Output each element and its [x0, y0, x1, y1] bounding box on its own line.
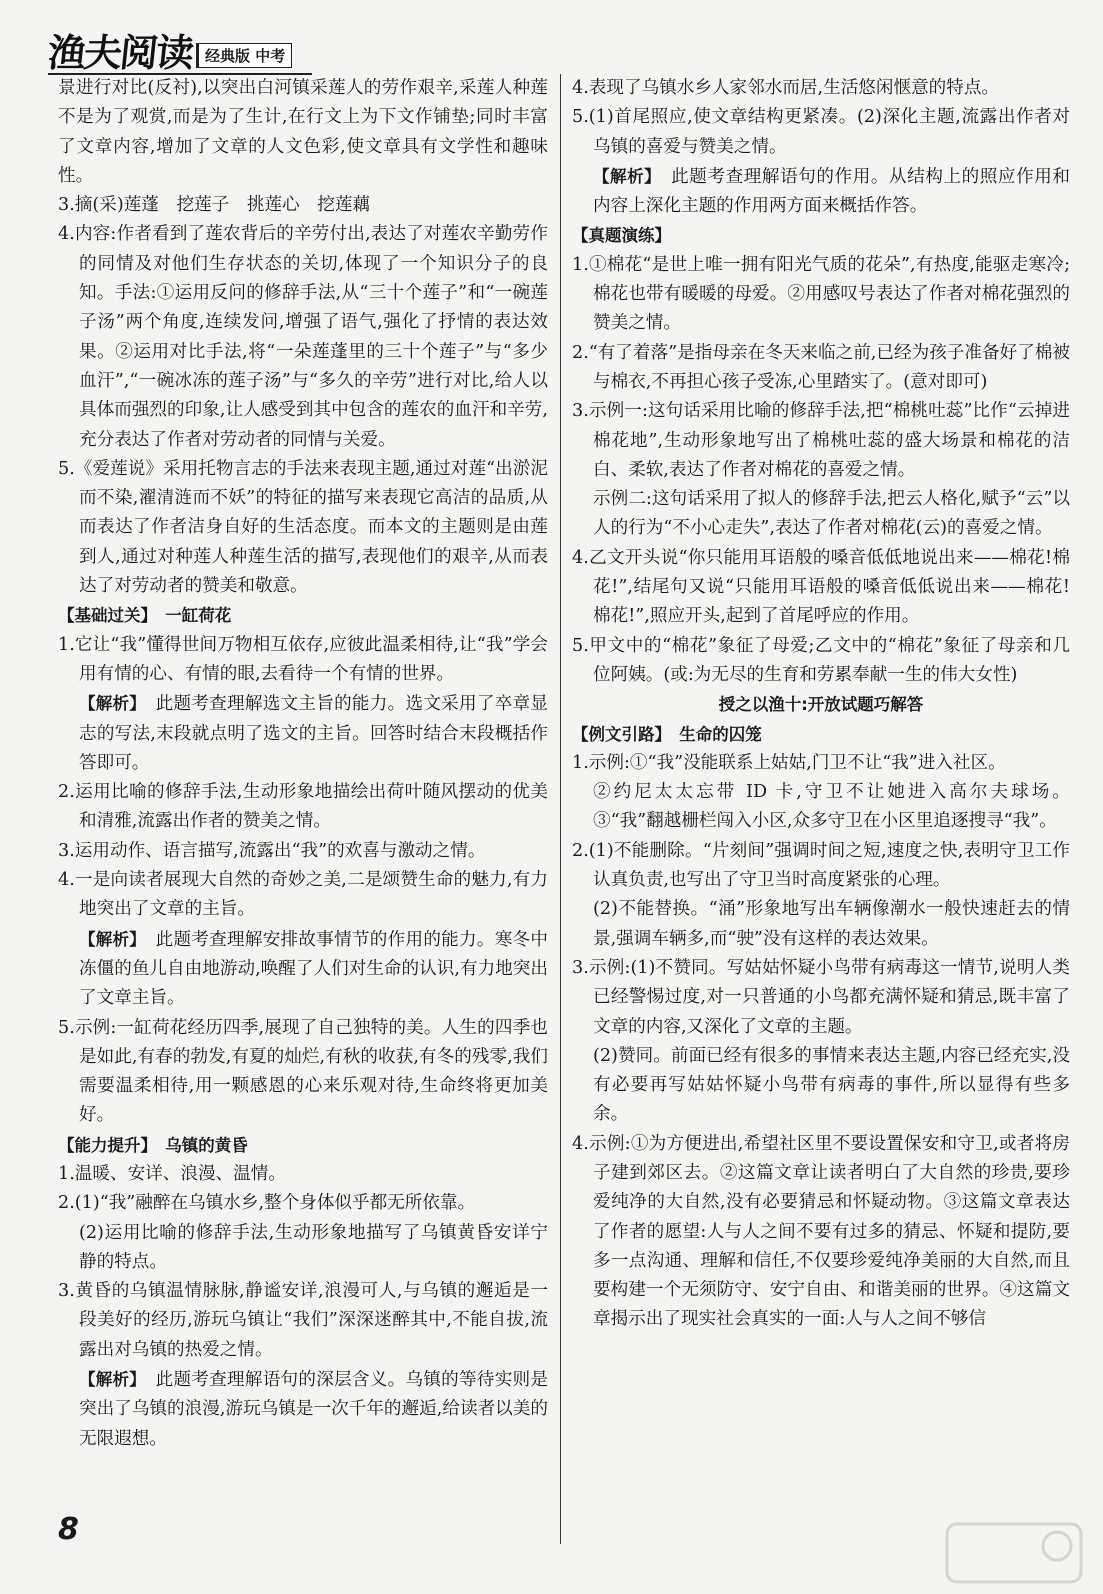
answer-item [572, 103, 1070, 162]
column-divider [560, 74, 561, 1544]
answer-text: 1.①棉花“是世上唯一拥有阳光气质的花朵”,有热度,能驱走寒冷;棉花也带有暖暖的母爱。②用感叹号表达了作者对棉花强烈的赞美之情。 [572, 254, 1070, 334]
section-heading [58, 601, 548, 630]
answer-item [58, 1277, 548, 1365]
answer-text: 此题考查理解语句的深层含义。乌镇的等待实则是突出了乌镇的浪漫,游玩乌镇是一次千年的邂逅,给读者以美的无限遐想。 [79, 1370, 548, 1449]
answer-item [58, 455, 548, 601]
answer-text: 此题考查理解语句的作用。从结构上的照应作用和内容上深化主题的作用两方面来概括作答。 [593, 166, 1070, 217]
answer-continuation [58, 74, 548, 191]
analysis-label: 【解析】 [79, 1370, 138, 1390]
analysis-label: 【解析】 [593, 166, 653, 186]
answer-subitem [572, 485, 1070, 544]
answer-text: 1.示例:①“我”没能联系上姑姑,门卫不让“我”进入社区。 [572, 752, 1006, 773]
answer-item [572, 74, 1070, 103]
answer-text: 5.示例:一缸荷花经历四季,展现了自己独特的美。人生的四季也是如此,有春的勃发,有夏的灿烂,有秋的收获,有冬的残零,我们需要温柔相待,用一颗感恩的心来乐观对待,生命终将更加美好。 [58, 1017, 548, 1126]
answer-text: 2.(1)不能删除。“片刻间”强调时间之短,速度之快,表明守卫工作认真负责,也写出了守卫当时高度紧张的心理。 [572, 840, 1070, 891]
answer-text: 4.示例:①为方便进出,希望社区里不要设置保安和守卫,或者将房子建到郊区去。②这篇文章让读者明白了大自然的珍贵,要珍爱纯净的大自然,没有必要猜忌和怀疑动物。③这篇文章表达了作者的愿望:人与人之间不要有过多的猜忌、怀疑和提防,要多一点沟通、理解和信任,不仅要珍爱纯净美丽的大自然,而且要构建一个无须防守、安宁自由、和谐美丽的世界。④这篇文章揭示出了现实社会真实的一面:人与人之间不够信 [572, 1133, 1070, 1330]
answer-item [58, 1160, 548, 1189]
answer-item [572, 544, 1070, 632]
answer-text: 【真题演练】 [572, 226, 671, 246]
answer-text: 【基础过关】 一缸荷花 [58, 606, 232, 626]
answer-text: 5.甲文中的“棉花”象征了母爱;乙文中的“棉花”象征了母亲和几位阿姨。(或:为无尽的生育和劳累奉献一生的伟大女性) [572, 635, 1070, 685]
answer-text: 4.内容:作者看到了莲农背后的辛劳付出,表达了对莲农辛勤劳作的同情及对他们生存状态的关切,体现了一个知识分子的良知。手法:①运用反问的修辞手法,从“三十个莲子”和“一碗莲子汤”两个角度,连续发问,增强了语气,强化了抒情的表达效果。②运用对比手法,将“一朵莲蓬里的三十个莲子”与“多少血汗”,“一碗冰冻的莲子汤”与“多久的辛劳”进行对比,给人以具体而强烈的印象,让人感受到其中包含的莲农的血汗和辛劳,充分表达了作者对劳动者的同情与关爱。 [58, 224, 548, 450]
answer-item [572, 954, 1070, 1042]
answer-text: 4.一是向读者展现大自然的奇妙之美,二是颂赞生命的魅力,有力地突出了文章的主旨。 [58, 870, 548, 920]
answer-text: 4.乙文开头说“你只能用耳语般的嗓音低低地说出来——棉花!棉花!”,结尾句又说“只能用耳语般的嗓音低低说出来——棉花!棉花!”,照应开头,起到了首尾呼应的作用。 [572, 547, 1070, 627]
answer-text: 授之以渔十:开放试题巧解答 [718, 695, 924, 715]
answer-subitem [58, 1219, 548, 1278]
right-column [572, 74, 1070, 1335]
analysis-label: 【解析】 [79, 929, 138, 949]
answer-text: ②约尼太太忘带 ID 卡,守卫不让她进入高尔夫球场。③“我”翻越栅栏闯入小区,众多守卫在小区里追逐搜寻“我”。 [593, 782, 1070, 832]
answer-text: 1.它让“我”懂得世间万物相互依存,应彼此温柔相待,让“我”学会用有情的心、有情的眼,去看待一个有情的世界。 [58, 634, 548, 684]
answer-item [572, 251, 1070, 339]
answer-subitem [58, 1365, 548, 1454]
section-heading [572, 720, 1070, 749]
answer-item [58, 778, 548, 837]
answer-text: 景进行对比(反衬),以突出白河镇采莲人的劳作艰辛,采莲人种莲不是为了观赏,而是为了生计,在行文上为下文作铺垫;同时丰富了文章内容,增加了文章的人文色彩,使文章具有文学性和趣味性。 [58, 78, 548, 186]
answer-text: 2.“有了着落”是指母亲在冬天来临之前,已经为孩子准备好了棉被与棉衣,不再担心孩子受冻,心里踏实了。(意对即可) [572, 342, 1070, 392]
answer-text: 此题考查理解选文主旨的能力。选文采用了卒章显志的写法,末段就点明了选文的主旨。回答时结合末段概括作答即可。 [79, 694, 548, 773]
answer-subitem [572, 778, 1070, 837]
answer-subitem [58, 689, 548, 778]
edition-label: 经典版 中考 [196, 43, 292, 68]
answer-item [572, 749, 1070, 778]
answer-subitem [572, 895, 1070, 954]
answer-text: 1.温暖、安详、浪漫、温情。 [58, 1163, 286, 1184]
answer-item [58, 1014, 548, 1131]
answer-text: 3.摘(采)莲蓬 挖莲子 挑莲心 挖莲藕 [58, 195, 371, 216]
left-column [58, 74, 548, 1454]
answer-item [58, 631, 548, 690]
answer-text: 5.(1)首尾照应,使文章结构更紧凑。(2)深化主题,流露出作者对乌镇的喜爱与赞美之情。 [572, 107, 1070, 157]
answer-item [572, 837, 1070, 896]
answer-subitem [572, 162, 1070, 222]
page-header [45, 14, 292, 75]
answer-item [58, 220, 548, 454]
answer-text: (2)不能替换。“涌”形象地写出车辆像潮水一般快速赶去的情景,强调车辆多,而“驶”没有这样的表达效果。 [593, 899, 1070, 949]
answer-subitem [58, 925, 548, 1014]
answer-item [58, 837, 548, 866]
answer-text: 3.运用动作、语言描写,流露出“我”的欢喜与激动之情。 [58, 840, 486, 861]
answer-item [58, 191, 548, 220]
answer-text: (2)运用比喻的修辞手法,生动形象地描写了乌镇黄昏安详宁静的特点。 [79, 1222, 548, 1272]
answer-text: 3.黄昏的乌镇温情脉脉,静谧安详,浪漫可人,与乌镇的邂逅是一段美好的经历,游玩乌镇让“我们”深深迷醉其中,不能自拔,流露出对乌镇的热爱之情。 [58, 1281, 548, 1360]
answer-subitem [572, 1042, 1070, 1130]
chapter-title [572, 690, 1070, 719]
answer-item [572, 397, 1070, 485]
brand-logo: 渔夫阅读 [45, 30, 195, 75]
answer-item [572, 339, 1070, 398]
watermark-stamp-icon [939, 1518, 1089, 1588]
section-heading [58, 1131, 548, 1160]
answer-item [572, 632, 1070, 691]
answer-item [572, 1130, 1070, 1335]
answer-text: 4.表现了乌镇水乡人家邻水而居,生活悠闲惬意的特点。 [572, 78, 1000, 98]
answer-text: 5.《爱莲说》采用托物言志的手法来表现主题,通过对莲“出淤泥而不染,濯清涟而不妖”的特征的描写来表现它高洁的品质,从而表达了作者洁身自好的生活态度。而本文的主题则是由莲到人,通过对种莲人种莲生活的描写,表现他们的艰辛,从而表达了对劳动者的赞美和敬意。 [58, 458, 548, 597]
answer-text: 【能力提升】 乌镇的黄昏 [58, 1135, 248, 1155]
page-number: 8 [58, 1512, 79, 1547]
answer-text: 【例文引路】 生命的囚笼 [572, 724, 762, 744]
answer-text: (2)赞同。前面已经有很多的事情来表达主题,内容已经充实,没有必要再写姑姑怀疑小鸟带有病毒的事件,所以显得有些多余。 [593, 1045, 1070, 1125]
answer-text: 示例二:这句话采用了拟人的修辞手法,把云人格化,赋予“云”以人的行为“不小心走失”,表达了作者对棉花(云)的喜爱之情。 [593, 489, 1070, 539]
answer-text: 此题考查理解安排故事情节的作用的能力。寒冬中冻僵的鱼儿自由地游动,唤醒了人们对生命的认识,有力地突出了文章主旨。 [79, 929, 548, 1009]
analysis-label: 【解析】 [79, 694, 138, 714]
answer-text: 3.示例:(1)不赞同。写姑姑怀疑小鸟带有病毒这一情节,说明人类已经警惕过度,对一只普通的小鸟都充满怀疑和猜忌,既丰富了文章的内容,又深化了文章的主题。 [572, 957, 1070, 1037]
section-heading [572, 221, 1070, 250]
answer-text: 2.(1)“我”融醉在乌镇水乡,整个身体似乎都无所依靠。 [58, 1193, 476, 1214]
answer-text: 2.运用比喻的修辞手法,生动形象地描绘出荷叶随风摆动的优美和清雅,流露出作者的赞美之情。 [58, 782, 548, 832]
answer-item [58, 866, 548, 925]
answer-item [58, 1189, 548, 1218]
answer-text: 3.示例一:这句话采用比喻的修辞手法,把“棉桃吐蕊”比作“云掉进棉花地”,生动形象地写出了棉桃吐蕊的盛大场景和棉花的洁白、柔软,表达了作者对棉花的喜爱之情。 [572, 401, 1070, 480]
